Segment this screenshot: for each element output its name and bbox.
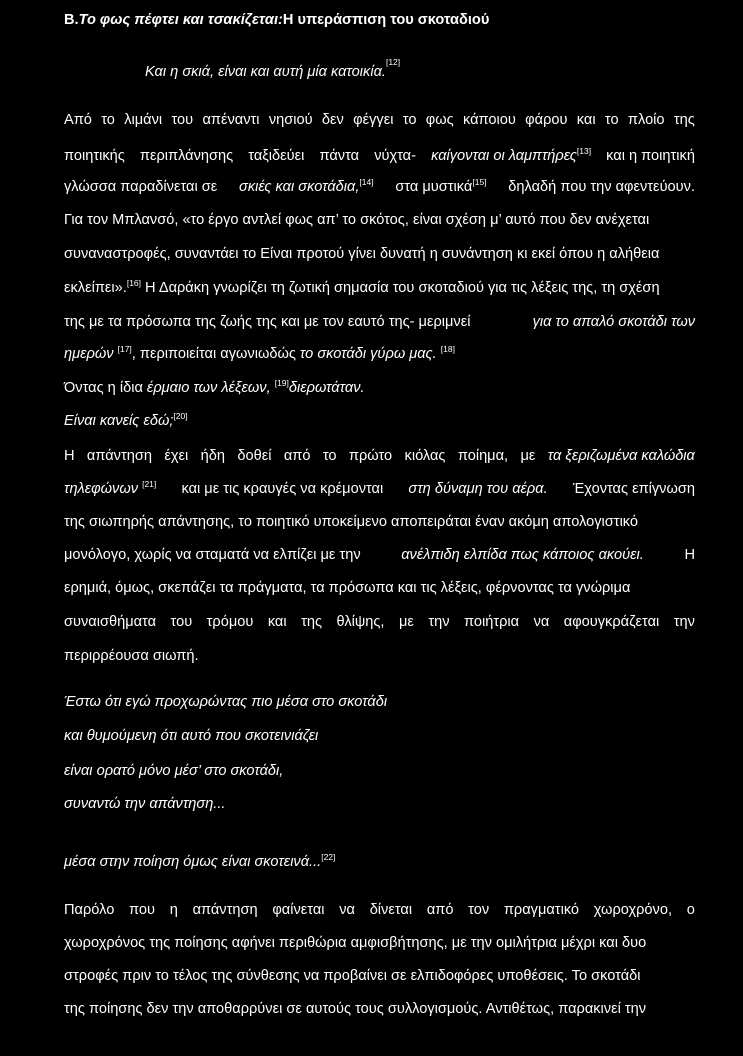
italic-text: μέσα στην ποίηση όμως είναι σκοτεινά... bbox=[64, 854, 322, 870]
word: ποιητικής bbox=[64, 148, 125, 164]
paragraph-line bbox=[64, 244, 695, 264]
paragraph-line bbox=[64, 278, 695, 298]
italic-text: στη δύναμη του αέρα. bbox=[408, 481, 548, 497]
word: δίνεται bbox=[369, 902, 413, 918]
paragraph-line bbox=[64, 446, 695, 466]
word: πλοίο bbox=[627, 112, 665, 128]
heading-prefix: B. bbox=[64, 12, 79, 28]
heading-rest: Η υπεράσπιση του σκοταδιού bbox=[282, 12, 490, 28]
word: της bbox=[673, 112, 695, 128]
paragraph-line bbox=[64, 210, 695, 230]
word: θλίψης, bbox=[336, 614, 385, 630]
word: απάντηση bbox=[86, 448, 152, 464]
word: να bbox=[533, 614, 550, 630]
italic-text: έρμαιο των λέξεων, bbox=[146, 380, 271, 396]
paragraph-line bbox=[64, 146, 695, 166]
word: το bbox=[402, 112, 417, 128]
word: τρόμου bbox=[206, 614, 254, 630]
paragraph-line bbox=[64, 545, 695, 565]
word: νύχτα- bbox=[374, 148, 416, 164]
word: φαίνεται bbox=[272, 902, 325, 918]
word: έχει bbox=[164, 448, 189, 464]
poem-line bbox=[64, 726, 695, 746]
text-run: δηλαδή που την αφεντεύουν. bbox=[508, 179, 695, 195]
italic-phrase bbox=[64, 479, 156, 499]
footnote-ref: [19] bbox=[274, 378, 289, 388]
text-run: , περιποιείται αγωνιωδώς bbox=[131, 346, 296, 362]
word: Παρόλο bbox=[64, 902, 115, 918]
italic-phrase bbox=[431, 146, 591, 166]
footnote-ref: [13] bbox=[576, 146, 592, 156]
word: και bbox=[576, 112, 596, 128]
italic-text: και θυμούμενη ότι αυτό που σκοτεινιάζει bbox=[64, 728, 319, 744]
text-run: Για τον Μπλανσό, «το έργο αντλεί φως απ’ το σκότος, είναι σχέση μ’ αυτό που δεν ανέχεται bbox=[64, 212, 650, 228]
paragraph-line bbox=[64, 578, 695, 598]
line-ontas bbox=[64, 378, 695, 398]
footnote-ref: [12] bbox=[385, 57, 401, 67]
word: πραγματικό bbox=[503, 902, 580, 918]
word: πρώτο bbox=[348, 448, 393, 464]
word: ποίημα, bbox=[457, 448, 509, 464]
text-run: Η bbox=[684, 547, 695, 563]
word: κιόλας bbox=[404, 448, 446, 464]
text-run: της σιωπηρής απάντησης, το ποιητικό υποκείμενο αποπειράται έναν ακόμη απολογιστικό bbox=[64, 514, 639, 530]
poem-line bbox=[64, 761, 695, 781]
paragraph-line bbox=[64, 177, 695, 197]
word: φάρου bbox=[525, 112, 568, 128]
word: ο bbox=[686, 902, 695, 918]
epigraph bbox=[145, 57, 401, 82]
text-run: της με τα πρόσωπα της ζωής της και με τον εαυτό της- μεριμνεί bbox=[64, 314, 471, 330]
word: της bbox=[301, 614, 323, 630]
italic-phrase bbox=[300, 344, 455, 364]
paragraph-line bbox=[64, 900, 695, 920]
word: χωροχρόνο, bbox=[593, 902, 673, 918]
text-run: εκλείπει». bbox=[64, 280, 127, 296]
italic-text: διερωτάταν. bbox=[288, 380, 365, 396]
word: το bbox=[604, 112, 619, 128]
poem-line bbox=[64, 794, 695, 814]
paragraph-line bbox=[64, 612, 695, 632]
text-run: ερημιά, όμως, σκεπάζει τα πράγματα, τα πρόσωπα και τις λέξεις, φέρνοντας τα γνώριμα bbox=[64, 580, 631, 596]
heading-italic: Το φως πέφτει και τσακίζεται: bbox=[78, 12, 283, 28]
footnote-ref: [14] bbox=[359, 177, 374, 187]
footnote-ref: [18] bbox=[440, 344, 455, 354]
word: νησιού bbox=[268, 112, 313, 128]
paragraph-line bbox=[64, 966, 695, 986]
poem-line bbox=[64, 692, 695, 712]
word: δοθεί bbox=[237, 448, 272, 464]
word: η bbox=[169, 902, 178, 918]
italic-text: καίγονται οι λαμπτήρες bbox=[431, 148, 577, 164]
word: πάντα bbox=[319, 148, 360, 164]
word: απέναντι bbox=[202, 112, 260, 128]
text-run: στροφές πριν το τέλος της σύνθεσης να προβαίνει σε ελπιδοφόρες υποθέσεις. Το σκοτάδι bbox=[64, 968, 641, 984]
word: δεν bbox=[321, 112, 344, 128]
italic-text: τα ξεριζωμένα καλώδια bbox=[547, 448, 695, 464]
footnote-ref: [17] bbox=[117, 344, 132, 354]
word: και η ποιητική bbox=[606, 148, 695, 164]
footnote-ref: [20] bbox=[173, 411, 188, 421]
italic-text: Έστω ότι εγώ προχωρώντας πιο μέσα στο σκοτάδι bbox=[64, 694, 388, 710]
word: την bbox=[673, 614, 695, 630]
italic-text: Είναι κανείς εδώ; bbox=[64, 413, 174, 429]
text-run: Η Δαράκη γνωρίζει τη ζωτική σημασία του σκοταδιού για τις λέξεις της, τη σχέση bbox=[145, 280, 660, 296]
text-run: και με τις κραυγές να κρέμονται bbox=[181, 481, 384, 497]
italic-phrase bbox=[239, 177, 374, 197]
text-run: Έχοντας επίγνωση bbox=[572, 481, 695, 497]
word: την bbox=[428, 614, 450, 630]
word: κάποιου bbox=[462, 112, 516, 128]
poem-end-line bbox=[64, 852, 695, 872]
word: Η bbox=[64, 448, 75, 464]
word: από bbox=[426, 902, 454, 918]
word: ταξιδεύει bbox=[248, 148, 305, 164]
word: που bbox=[129, 902, 155, 918]
word: του bbox=[171, 112, 194, 128]
italic-text: ανέλπιδη ελπίδα πως κάποιος ακούει. bbox=[401, 547, 644, 563]
italic-phrase bbox=[64, 852, 335, 872]
footnote-ref: [22] bbox=[321, 852, 336, 862]
footnote-ref: [15] bbox=[472, 177, 487, 187]
italic-text: το σκοτάδι γύρω μας. bbox=[299, 346, 437, 362]
word: φέγγει bbox=[353, 112, 394, 128]
italic-text: συναντώ την απάντηση... bbox=[64, 796, 226, 812]
text-run: περιρρέουσα σιωπή. bbox=[64, 648, 199, 664]
italic-text: σκιές και σκοτάδια, bbox=[239, 179, 360, 195]
word: από bbox=[283, 448, 311, 464]
word: λιμάνι bbox=[124, 112, 163, 128]
footnote-ref: [21] bbox=[142, 479, 157, 489]
paragraph-line bbox=[64, 312, 695, 332]
word: συναισθήματα bbox=[64, 614, 157, 630]
word: φως bbox=[425, 112, 454, 128]
line-einai bbox=[64, 411, 695, 431]
word: και bbox=[267, 614, 287, 630]
text-run: στα μυστικά bbox=[395, 179, 473, 195]
text-with-ref bbox=[395, 177, 486, 197]
word: το bbox=[322, 448, 337, 464]
word: ποιήτρια bbox=[464, 614, 520, 630]
italic-phrase bbox=[64, 411, 188, 431]
word: απάντηση bbox=[192, 902, 258, 918]
italic-text: τηλεφώνων bbox=[64, 481, 139, 497]
text-run: γλώσσα παραδίνεται σε bbox=[64, 179, 218, 195]
paragraph-line bbox=[64, 933, 695, 953]
word: του bbox=[170, 614, 193, 630]
italic-phrase bbox=[64, 344, 296, 364]
word: με bbox=[398, 614, 414, 630]
section-heading bbox=[64, 10, 695, 30]
text-run: της ποίησης δεν την αποθαρρύνει σε αυτούς τους συλλογισμούς. Αντιθέτως, παρακινεί την bbox=[64, 1001, 647, 1017]
italic-text: για το απαλό σκοτάδι των bbox=[532, 314, 695, 330]
italic-text: είναι ορατό μόνο μέσ’ στο σκοτάδι, bbox=[64, 763, 284, 779]
paragraph-line bbox=[64, 646, 695, 666]
paragraph-line bbox=[64, 110, 695, 130]
word: περιπλάνησης bbox=[139, 148, 234, 164]
text-run: χωροχρόνος της ποίησης αφήνει περιθώρια αμφισβήτησης, με την ομιλήτρια μέχρι και δυο bbox=[64, 935, 647, 951]
paragraph-line bbox=[64, 512, 695, 532]
word: ήδη bbox=[200, 448, 225, 464]
word: το bbox=[101, 112, 115, 128]
italic-text: ημερών bbox=[64, 346, 114, 362]
word: Από bbox=[64, 112, 92, 128]
word: τον bbox=[468, 902, 490, 918]
footnote-ref: [16] bbox=[126, 278, 142, 288]
word: με bbox=[520, 448, 536, 464]
word: αφουγκράζεται bbox=[563, 614, 660, 630]
word: να bbox=[339, 902, 355, 918]
paragraph-line bbox=[64, 344, 695, 364]
paragraph-line bbox=[64, 479, 695, 499]
text-run: μονόλογο, χωρίς να σταματά να ελπίζει με την bbox=[64, 547, 361, 563]
paragraph-line bbox=[64, 999, 695, 1019]
italic-phrase bbox=[147, 378, 289, 398]
text-run: συναναστροφές, συναντάει το Είναι προτού γίνει δυνατή η συνάντηση κι εκεί όπου η αλήθεια bbox=[64, 246, 660, 262]
text-with-ref bbox=[64, 278, 141, 298]
epigraph-text: Και η σκιά, είναι και αυτή μία κατοικία. bbox=[145, 64, 386, 80]
text-run: Όντας η ίδια bbox=[64, 380, 143, 396]
